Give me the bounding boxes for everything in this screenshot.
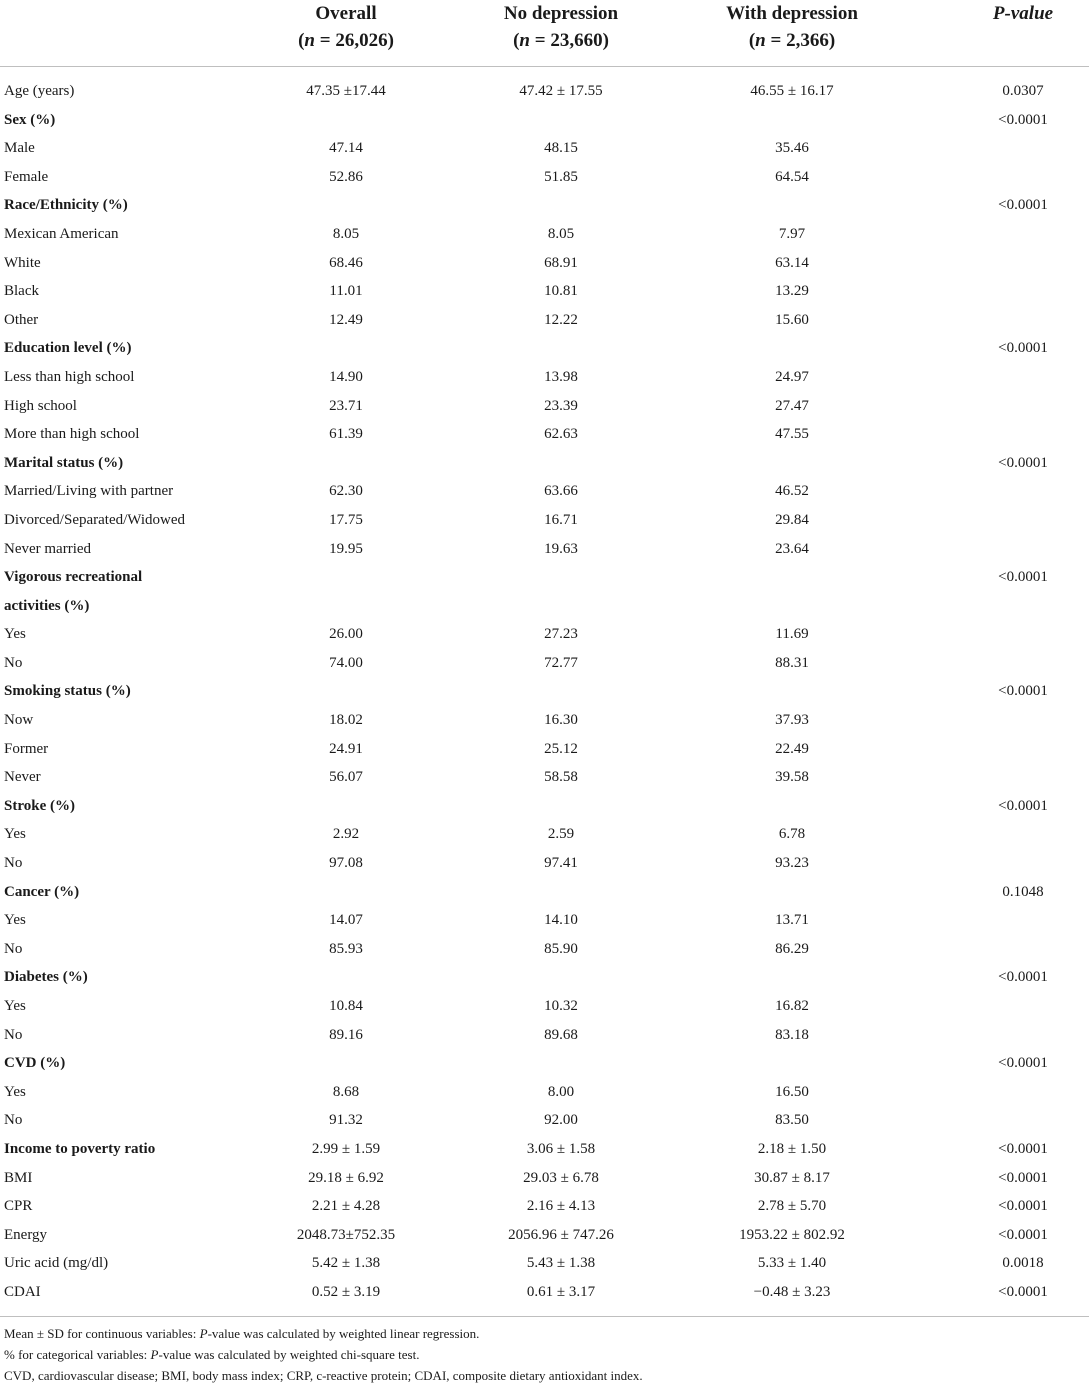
table-row [0, 935, 1089, 964]
table-row [0, 706, 1089, 735]
cell-with-depression: 23.64 [775, 540, 809, 557]
cell-with-depression: 15.60 [775, 311, 809, 328]
cell-with-depression: 29.84 [775, 511, 809, 528]
row-label: activities (%) [4, 597, 90, 614]
row-label: Less than high school [4, 368, 135, 385]
table-row [0, 163, 1089, 192]
row-label: Yes [4, 826, 26, 843]
cell-no-depression: 8.05 [547, 225, 575, 242]
cell-p-value: <0.0001 [998, 340, 1048, 357]
cell-with-depression: 35.46 [775, 140, 809, 157]
row-label: No [4, 1026, 23, 1043]
cell-no-depression: 16.30 [544, 712, 578, 729]
row-label: Other [4, 311, 39, 328]
footnote-continuous: Mean ± SD for continuous variables: P-value was calculated by weighted linear regression. [4, 1326, 480, 1341]
cell-no-depression: 0.61 ± 3.17 [526, 1283, 596, 1300]
header-with-depression-n: (n = 2,366) [748, 30, 836, 51]
cell-p-value: <0.0001 [998, 1283, 1048, 1300]
header-overall [246, 0, 446, 54]
cell-overall: 97.08 [329, 855, 363, 872]
cell-no-depression: 63.66 [544, 483, 578, 500]
cell-overall: 74.00 [329, 654, 363, 671]
cell-with-depression: 39.58 [775, 769, 809, 786]
header-no-depression [461, 0, 661, 54]
table-row [0, 878, 1089, 907]
row-label: Married/Living with partner [4, 483, 174, 500]
cell-no-depression: 68.91 [544, 254, 578, 271]
row-label: Never married [4, 540, 92, 557]
cell-overall: 17.75 [329, 511, 363, 528]
cell-no-depression: 19.63 [544, 540, 578, 557]
row-label: Smoking status (%) [4, 683, 131, 700]
cell-no-depression: 85.90 [544, 940, 578, 957]
cell-p-value: 0.0307 [1002, 83, 1044, 99]
table-row [0, 992, 1089, 1021]
table-row [0, 677, 1089, 706]
cell-with-depression: 64.54 [775, 168, 809, 185]
cell-p-value: <0.0001 [998, 969, 1048, 986]
cell-p-value: 0.0018 [1002, 1255, 1044, 1272]
cell-with-depression: 63.14 [775, 254, 809, 271]
row-label: CVD (%) [4, 1055, 66, 1072]
cell-no-depression: 2056.96 ± 747.26 [508, 1226, 614, 1243]
row-label: Energy [4, 1226, 48, 1243]
cell-overall: 56.07 [329, 769, 363, 786]
cell-with-depression: 46.55 ± 16.17 [750, 83, 834, 99]
cell-p-value: <0.0001 [998, 569, 1048, 586]
table-row [0, 420, 1089, 449]
cell-overall: 11.01 [329, 283, 363, 300]
cell-no-depression: 5.43 ± 1.38 [526, 1255, 596, 1272]
row-label: Yes [4, 998, 26, 1014]
table-row [0, 1164, 1089, 1193]
cell-with-depression: 1953.22 ± 802.92 [739, 1226, 845, 1243]
cell-with-depression: 5.33 ± 1.40 [757, 1255, 827, 1272]
cell-p-value: <0.0001 [998, 1198, 1048, 1215]
cell-p-value: <0.0001 [998, 1140, 1048, 1157]
cell-with-depression: 93.23 [775, 855, 809, 872]
cell-overall: 47.35 ±17.44 [306, 83, 386, 99]
cell-with-depression: 13.29 [775, 283, 809, 300]
row-label: Divorced/Separated/Widowed [4, 511, 185, 528]
footnote-categorical: % for categorical variables: P-value was calculated by weighted chi-square test. [4, 1347, 420, 1362]
cell-p-value: <0.0001 [998, 197, 1048, 214]
cell-with-depression: 7.97 [778, 225, 806, 242]
row-label: No [4, 855, 23, 872]
row-label: Female [4, 168, 49, 185]
cell-with-depression: 88.31 [775, 654, 809, 671]
row-label: Sex (%) [4, 111, 56, 128]
table-row [0, 1249, 1089, 1278]
row-label: Vigorous recreational [4, 569, 143, 586]
cell-no-depression: 16.71 [544, 511, 578, 528]
table-body [0, 77, 1089, 1307]
table-row [0, 220, 1089, 249]
cell-overall: 14.90 [329, 368, 363, 385]
cell-with-depression: 13.71 [775, 912, 809, 929]
cell-overall: 2.99 ± 1.59 [311, 1140, 381, 1157]
row-label: White [4, 254, 41, 271]
bottom-rule [0, 1316, 1089, 1317]
cell-no-depression: 27.23 [544, 626, 578, 643]
table-row [0, 792, 1089, 821]
cell-no-depression: 14.10 [544, 912, 578, 929]
cell-no-depression: 51.85 [544, 168, 578, 185]
row-label: CPR [4, 1198, 33, 1215]
table-row [0, 134, 1089, 163]
table-row [0, 1021, 1089, 1050]
cell-overall: 89.16 [329, 1026, 363, 1043]
table-row [0, 735, 1089, 764]
row-label: Yes [4, 912, 26, 929]
header-p-value [958, 0, 1088, 27]
cell-overall: 2.21 ± 4.28 [311, 1198, 381, 1215]
table-row [0, 1049, 1089, 1078]
row-label: Race/Ethnicity (%) [4, 197, 128, 214]
cell-no-depression: 25.12 [544, 740, 578, 757]
cell-p-value: 0.1048 [1002, 883, 1044, 900]
cell-with-depression: 47.55 [775, 426, 809, 443]
table-row [0, 1078, 1089, 1107]
cell-p-value: <0.0001 [998, 683, 1048, 700]
cell-with-depression: 22.49 [775, 740, 809, 757]
table-row [0, 620, 1089, 649]
row-label: Mexican American [4, 225, 119, 242]
cell-with-depression: 86.29 [775, 940, 809, 957]
cell-p-value: <0.0001 [998, 1226, 1048, 1243]
cell-overall: 0.52 ± 3.19 [311, 1283, 381, 1300]
cell-overall: 10.84 [329, 998, 363, 1014]
cell-no-depression: 48.15 [544, 140, 578, 157]
cell-no-depression: 13.98 [544, 368, 578, 385]
cell-no-depression: 92.00 [544, 1112, 578, 1129]
row-label: No [4, 654, 23, 671]
row-label: CDAI [4, 1283, 41, 1300]
cell-overall: 14.07 [329, 912, 363, 929]
cell-no-depression: 12.22 [544, 311, 578, 328]
cell-no-depression: 62.63 [544, 426, 578, 443]
cell-no-depression: 2.59 [547, 826, 575, 843]
row-label: Uric acid (mg/dl) [4, 1255, 109, 1272]
table-row [0, 592, 1089, 621]
cell-with-depression: 11.69 [775, 626, 809, 643]
row-label: No [4, 940, 23, 957]
cell-no-depression: 10.32 [544, 998, 578, 1014]
row-label: Yes [4, 1083, 26, 1100]
cell-no-depression: 97.41 [544, 855, 578, 872]
footnote-abbreviations: CVD, cardiovascular disease; BMI, body mass index; CRP, c-reactive protein; CDAI, composite dietary antioxidant index. [4, 1368, 643, 1383]
row-label: Stroke (%) [4, 797, 75, 814]
cell-overall: 29.18 ± 6.92 [308, 1169, 384, 1186]
cell-overall: 26.00 [329, 626, 363, 643]
row-label: Age (years) [4, 83, 75, 99]
row-label: Diabetes (%) [4, 969, 88, 986]
cell-overall: 8.68 [332, 1083, 360, 1100]
row-label: More than high school [4, 426, 140, 443]
cell-overall: 68.46 [329, 254, 363, 271]
table-header [0, 0, 1089, 67]
cell-overall: 8.05 [332, 225, 360, 242]
table-row [0, 191, 1089, 220]
cell-with-depression: 16.82 [775, 998, 809, 1014]
row-label: High school [4, 397, 77, 414]
row-label: Male [4, 140, 35, 157]
table-row [0, 77, 1089, 106]
cell-no-depression: 58.58 [544, 769, 578, 786]
cell-overall: 2.92 [332, 826, 360, 843]
cell-overall: 91.32 [329, 1112, 363, 1129]
cell-overall: 61.39 [329, 426, 363, 443]
cell-p-value: <0.0001 [998, 111, 1048, 128]
table-row [0, 306, 1089, 335]
cell-no-depression: 23.39 [544, 397, 578, 414]
cell-overall: 52.86 [329, 168, 363, 185]
row-label: Cancer (%) [4, 883, 80, 900]
table-row [0, 906, 1089, 935]
row-label: No [4, 1112, 23, 1129]
table-row [0, 277, 1089, 306]
table-row [0, 535, 1089, 564]
table-row [0, 334, 1089, 363]
table-row [0, 1221, 1089, 1250]
cell-overall: 2048.73±752.35 [296, 1226, 396, 1243]
row-label: Now [4, 712, 34, 729]
cell-overall: 47.14 [329, 140, 363, 157]
cell-no-depression: 47.42 ± 17.55 [519, 83, 603, 99]
row-label: Income to poverty ratio [4, 1140, 156, 1157]
cell-p-value: <0.0001 [998, 1055, 1048, 1072]
header-no-depression-title: No depression [503, 3, 619, 24]
cell-with-depression: 83.18 [775, 1026, 809, 1043]
table-row [0, 763, 1089, 792]
cell-p-value: <0.0001 [998, 1169, 1048, 1186]
table-row [0, 1135, 1089, 1164]
row-label: Black [4, 283, 39, 300]
cell-overall: 18.02 [329, 712, 363, 729]
table-row [0, 106, 1089, 135]
table-row [0, 249, 1089, 278]
cell-overall: 12.49 [329, 311, 363, 328]
cell-no-depression: 29.03 ± 6.78 [523, 1169, 599, 1186]
cell-with-depression: 27.47 [775, 397, 809, 414]
row-label: BMI [4, 1169, 33, 1186]
cell-no-depression: 72.77 [544, 654, 578, 671]
cell-no-depression: 3.06 ± 1.58 [526, 1140, 596, 1157]
cell-overall: 23.71 [329, 397, 363, 414]
cell-with-depression: 24.97 [775, 368, 809, 385]
cell-overall: 24.91 [329, 740, 363, 757]
table-row [0, 1278, 1089, 1307]
table-row [0, 649, 1089, 678]
row-label: Never [4, 769, 41, 786]
header-with-depression [692, 0, 892, 54]
cell-overall: 62.30 [329, 483, 363, 500]
cell-with-depression: 6.78 [778, 826, 806, 843]
cell-overall: 19.95 [329, 540, 363, 557]
cell-with-depression: 30.87 ± 8.17 [754, 1169, 830, 1186]
table-row [0, 849, 1089, 878]
table-row [0, 820, 1089, 849]
table-row [0, 963, 1089, 992]
cell-no-depression: 89.68 [544, 1026, 578, 1043]
cell-with-depression: 2.18 ± 1.50 [757, 1140, 827, 1157]
cell-with-depression: 46.52 [775, 483, 809, 500]
row-label: Education level (%) [4, 340, 132, 357]
header-overall-n: (n = 26,026) [298, 30, 394, 51]
table-row [0, 506, 1089, 535]
header-no-depression-n: (n = 23,660) [513, 30, 609, 51]
table-row [0, 563, 1089, 592]
table-row [0, 1192, 1089, 1221]
table-row [0, 449, 1089, 478]
row-label: Former [4, 740, 49, 757]
row-label: Marital status (%) [4, 454, 124, 471]
table-row [0, 1106, 1089, 1135]
table-row [0, 477, 1089, 506]
cell-no-depression: 8.00 [547, 1083, 575, 1100]
cell-p-value: <0.0001 [998, 797, 1048, 814]
cell-with-depression: 83.50 [775, 1112, 809, 1129]
header-overall-title: Overall [315, 3, 377, 24]
row-label: Yes [4, 626, 26, 643]
table-footnotes [4, 1323, 1084, 1386]
cell-with-depression: 2.78 ± 5.70 [757, 1198, 827, 1215]
cell-overall: 5.42 ± 1.38 [311, 1255, 381, 1272]
cell-with-depression: 16.50 [775, 1083, 809, 1100]
header-p-value-title: P-value [992, 3, 1054, 24]
table-row [0, 392, 1089, 421]
table-row [0, 363, 1089, 392]
header-with-depression-title: With depression [726, 3, 858, 24]
cell-no-depression: 2.16 ± 4.13 [526, 1198, 596, 1215]
cell-no-depression: 10.81 [544, 283, 578, 300]
cell-overall: 85.93 [329, 940, 363, 957]
cell-with-depression: 37.93 [775, 712, 809, 729]
cell-with-depression: −0.48 ± 3.23 [753, 1283, 831, 1300]
cell-p-value: <0.0001 [998, 454, 1048, 471]
